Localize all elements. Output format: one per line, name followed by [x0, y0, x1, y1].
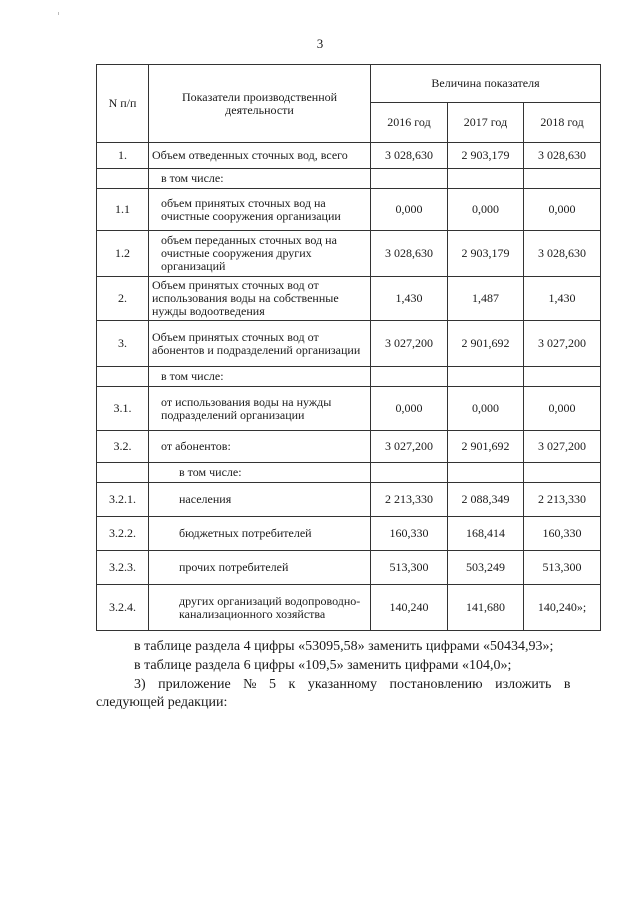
row-value-2017: 2 088,349 — [448, 483, 524, 517]
header-year: 2017 год — [448, 103, 524, 143]
table-row — [97, 189, 601, 231]
header-value-group: Величина показателя — [371, 65, 601, 103]
indicators-table — [96, 64, 601, 631]
row-value-2016: 0,000 — [371, 189, 448, 231]
page-number: 3 — [316, 36, 324, 51]
row-value-2016: 0,000 — [371, 387, 448, 431]
row-value-2017: 0,000 — [448, 189, 524, 231]
row-value-2018: 3 027,200 — [524, 321, 601, 367]
paragraph-line: следующей редакции: — [96, 695, 228, 710]
row-value-2017: 2 901,692 — [448, 431, 524, 463]
row-value-2016 — [371, 463, 448, 483]
row-value-2017 — [448, 367, 524, 387]
table-row — [97, 463, 601, 483]
row-value-2016: 160,330 — [371, 517, 448, 551]
table-row — [97, 321, 601, 367]
row-number: 3.2.2. — [97, 517, 149, 551]
row-value-2017: 141,680 — [448, 585, 524, 631]
row-indicator: Объем отведенных сточных вод, всего — [149, 143, 371, 169]
row-number — [97, 367, 149, 387]
paragraph-line: 3) приложение № 5 к указанному постановлению изложить в — [134, 677, 571, 692]
row-value-2017: 503,249 — [448, 551, 524, 585]
row-indicator: объем принятых сточных вод на очистные сооружения организации — [149, 189, 371, 231]
row-indicator: объем переданных сточных вод на очистные сооружения других организаций — [149, 231, 371, 277]
row-indicator: других организаций водопроводно-канализационного хозяйства — [149, 585, 371, 631]
table-body — [97, 143, 601, 631]
row-number: 3. — [97, 321, 149, 367]
row-number: 3.2.3. — [97, 551, 149, 585]
row-value-2017 — [448, 169, 524, 189]
header-year: 2018 год — [524, 103, 601, 143]
row-value-2016: 140,240 — [371, 585, 448, 631]
row-value-2018: 3 028,630 — [524, 231, 601, 277]
table-row — [97, 143, 601, 169]
paragraph: в таблице раздела 6 цифры «109,5» заменить цифрами «104,0»; — [134, 658, 512, 673]
row-indicator: населения — [149, 483, 371, 517]
row-value-2016 — [371, 367, 448, 387]
row-indicator: в том числе: — [149, 169, 371, 189]
row-value-2018 — [524, 463, 601, 483]
row-value-2018 — [524, 367, 601, 387]
row-value-2018: 2 213,330 — [524, 483, 601, 517]
row-value-2018: 3 028,630 — [524, 143, 601, 169]
table-row — [97, 431, 601, 463]
row-value-2017: 2 903,179 — [448, 143, 524, 169]
row-value-2017: 1,487 — [448, 277, 524, 321]
table-row — [97, 367, 601, 387]
row-value-2017: 168,414 — [448, 517, 524, 551]
row-number: 3.2.4. — [97, 585, 149, 631]
row-indicator: прочих потребителей — [149, 551, 371, 585]
row-value-2017 — [448, 463, 524, 483]
row-value-2016: 513,300 — [371, 551, 448, 585]
row-value-2018: 3 027,200 — [524, 431, 601, 463]
row-number: 3.2. — [97, 431, 149, 463]
table-row — [97, 387, 601, 431]
row-number: 2. — [97, 277, 149, 321]
row-number — [97, 169, 149, 189]
row-number: 1.2 — [97, 231, 149, 277]
row-value-2016: 2 213,330 — [371, 483, 448, 517]
row-value-2017: 0,000 — [448, 387, 524, 431]
table-row — [97, 517, 601, 551]
paragraph-item-3 — [96, 676, 600, 712]
header-year: 2016 год — [371, 103, 448, 143]
table-row — [97, 483, 601, 517]
row-value-2016: 3 027,200 — [371, 431, 448, 463]
row-number — [97, 463, 149, 483]
row-value-2018: 0,000 — [524, 189, 601, 231]
row-value-2018: 0,000 — [524, 387, 601, 431]
table-row — [97, 585, 601, 631]
row-value-2016: 3 028,630 — [371, 143, 448, 169]
table-row — [97, 277, 601, 321]
paragraph: в таблице раздела 4 цифры «53095,58» заменить цифрами «50434,93»; — [134, 639, 554, 654]
row-value-2016: 1,430 — [371, 277, 448, 321]
row-number: 1. — [97, 143, 149, 169]
row-indicator: Объем принятых сточных вод от использования воды на собственные нужды водоотведения — [149, 277, 371, 321]
margin-mark — [58, 12, 59, 15]
row-value-2018: 140,240»; — [524, 585, 601, 631]
row-indicator: от использования воды на нужды подразделений организации — [149, 387, 371, 431]
row-value-2017: 2 901,692 — [448, 321, 524, 367]
row-indicator: Объем принятых сточных вод от абонентов и подразделений организации — [149, 321, 371, 367]
row-value-2018 — [524, 169, 601, 189]
row-indicator: в том числе: — [149, 367, 371, 387]
table-row — [97, 169, 601, 189]
header-num: N п/п — [97, 65, 149, 143]
row-value-2018: 160,330 — [524, 517, 601, 551]
row-number: 1.1 — [97, 189, 149, 231]
row-value-2016 — [371, 169, 448, 189]
row-number: 3.1. — [97, 387, 149, 431]
row-indicator: от абонентов: — [149, 431, 371, 463]
row-value-2016: 3 027,200 — [371, 321, 448, 367]
row-number: 3.2.1. — [97, 483, 149, 517]
row-value-2018: 513,300 — [524, 551, 601, 585]
header-indicator: Показатели производственной деятельности — [149, 65, 371, 143]
row-value-2016: 3 028,630 — [371, 231, 448, 277]
row-indicator: бюджетных потребителей — [149, 517, 371, 551]
table-row — [97, 231, 601, 277]
row-indicator: в том числе: — [149, 463, 371, 483]
row-value-2017: 2 903,179 — [448, 231, 524, 277]
row-value-2018: 1,430 — [524, 277, 601, 321]
table-row — [97, 551, 601, 585]
